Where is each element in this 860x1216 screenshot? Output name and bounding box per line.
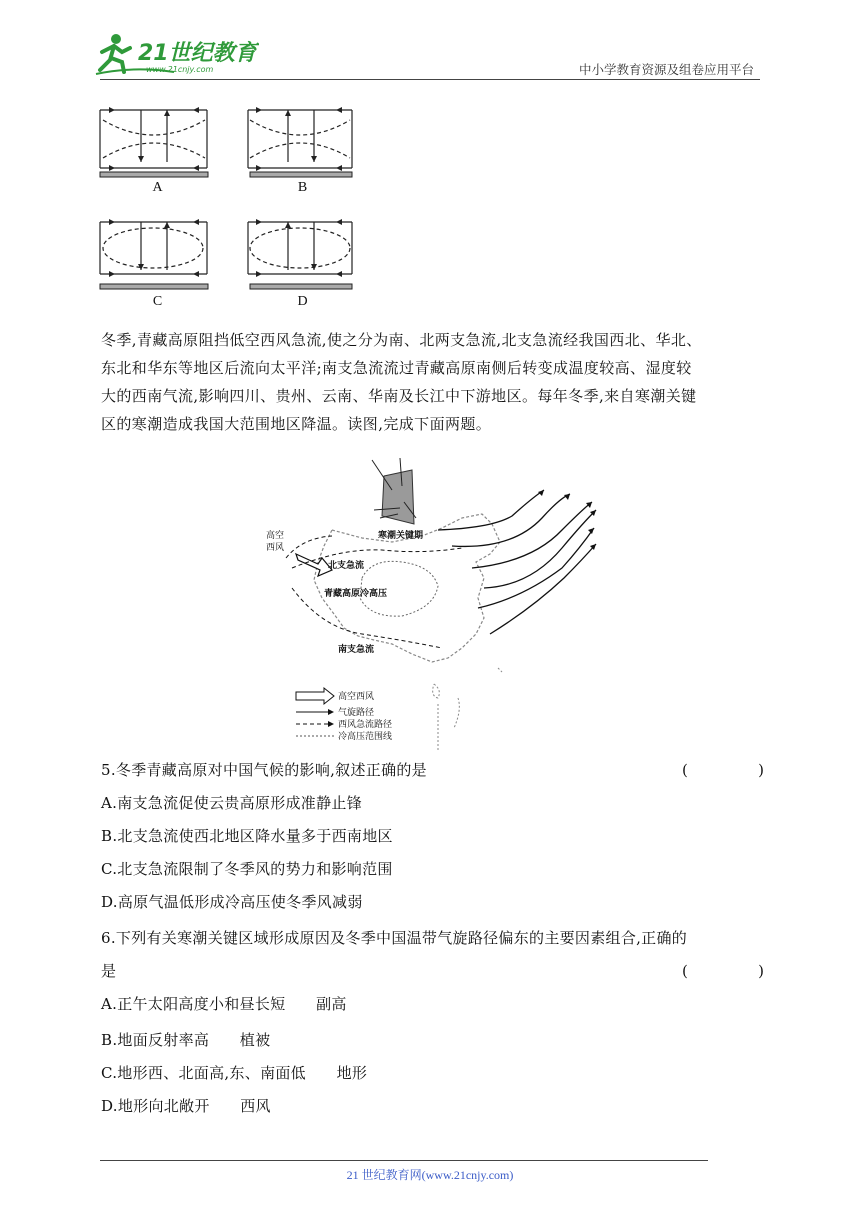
site-logo [94, 30, 259, 80]
passage-line: 大的西南气流,影响四川、贵州、云南、华南及长江中下游地区。每年冬季,来自寒潮关键 [101, 387, 697, 405]
svg-text:www.21cnjy.com: www.21cnjy.com [146, 65, 214, 74]
diagram-d [240, 214, 365, 314]
footer-divider [100, 1160, 708, 1161]
answer-bracket-5: ( ) [682, 761, 764, 779]
option-6c: C.地形西、北面高,东、南面低 地形 [101, 1064, 368, 1082]
question-6-stem-cont: 是 [101, 962, 117, 980]
westerly-label-2: 西风 [266, 543, 285, 553]
footer-link[interactable]: 21 世纪教育网(www.21cnjy.com) [346, 1168, 514, 1182]
diagram-c [95, 214, 220, 314]
diagram-a [95, 100, 220, 200]
option-6a: A.正午太阳高度小和昼长短 副高 [101, 995, 347, 1013]
option-5c: C.北支急流限制了冬季风的势力和影响范围 [101, 860, 393, 878]
map-legend [296, 688, 392, 742]
svg-text:气旋路径: 气旋路径 [338, 708, 375, 718]
diagram-b [240, 100, 365, 200]
diagram-label: B [297, 180, 308, 195]
svg-text:21世纪教育: 21世纪教育 [138, 41, 257, 66]
option-5b: B.北支急流使西北地区降水量多于西南地区 [101, 827, 393, 845]
north-jet-label: 北支急流 [328, 561, 365, 571]
svg-text:西风急流路径: 西风急流路径 [338, 720, 393, 730]
svg-text:冷高压范围线: 冷高压范围线 [338, 732, 393, 742]
diagram-label: C [152, 294, 163, 309]
passage-line: 冬季,青藏高原阻挡低空西风急流,使之分为南、北两支急流,北支急流经我国西北、华北、 [101, 331, 702, 349]
passage [101, 326, 763, 438]
passage-line: 区的寒潮造成我国大范围地区降温。读图,完成下面两题。 [101, 415, 492, 433]
header-divider [100, 79, 760, 80]
platform-name: 中小学教育资源及组卷应用平台 [578, 62, 754, 77]
option-5d: D.高原气温低形成冷高压使冬季风减弱 [101, 893, 363, 911]
key-area-label: 寒潮关键期 [378, 531, 424, 541]
westerly-label-1: 高空 [266, 531, 285, 541]
diagram-label: A [152, 180, 163, 195]
plateau-high-label: 青藏高原冷高压 [324, 589, 388, 599]
svg-text:高空西风: 高空西风 [338, 692, 375, 702]
question-6-stem: 6.下列有关寒潮关键区域形成原因及冬季中国温带气旋路径偏东的主要因素组合,正确的 [101, 929, 688, 947]
china-cold-wave-map [262, 458, 607, 750]
option-6d: D.地形向北敞开 西风 [101, 1097, 271, 1115]
key-area-shape [382, 470, 414, 524]
answer-bracket-6: ( ) [682, 962, 764, 980]
option-5a: A.南支急流促使云贵高原形成准静止锋 [101, 794, 363, 812]
question-5-stem: 5.冬季青藏高原对中国气候的影响,叙述正确的是 [101, 761, 427, 779]
option-6b: B.地面反射率高 植被 [101, 1031, 271, 1049]
south-jet-label: 南支急流 [338, 645, 375, 655]
passage-line: 东北和华东等地区后流向太平洋;南支急流流过青藏高原南侧后转变成温度较高、湿度较 [101, 359, 692, 377]
diagram-label: D [297, 294, 308, 309]
